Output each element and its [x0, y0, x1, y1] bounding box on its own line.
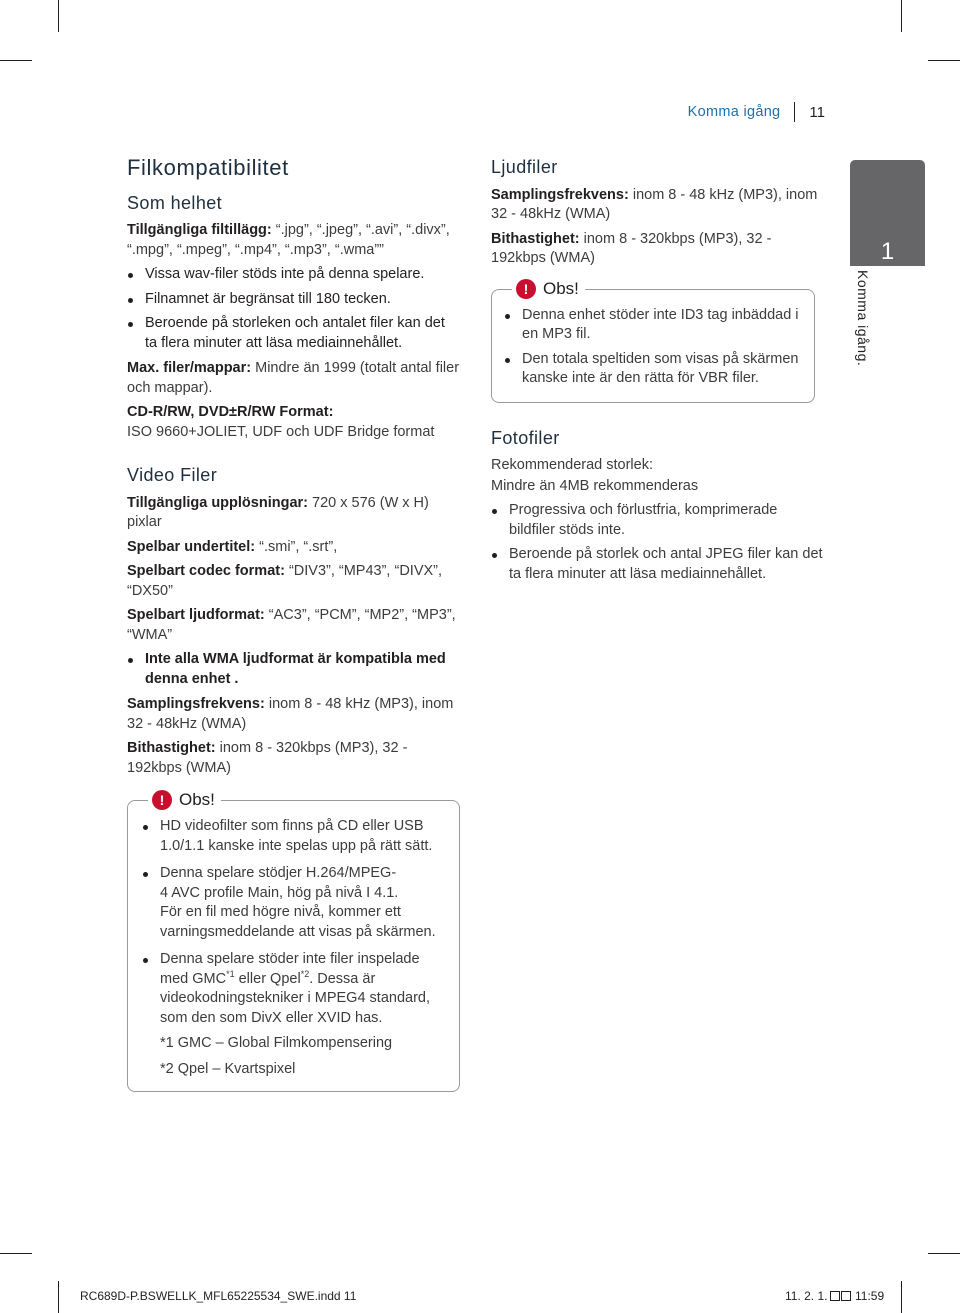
section-heading-video: Video Filer: [127, 465, 218, 485]
crop-mark: [58, 0, 59, 32]
photo-list: [491, 501, 824, 584]
footnote: *1 GMC – Global Filmkompensering: [160, 1035, 393, 1051]
chapter-number: 1: [880, 238, 895, 265]
list-item: HD videofilter som finns på CD eller USB 1.0/1.1 kanske inte spelas upp på rätt sätt.: [142, 817, 449, 856]
crop-mark: [928, 60, 960, 61]
box-icon: [841, 1291, 851, 1301]
running-header: [660, 102, 825, 122]
overall-list: [127, 265, 460, 353]
video-list: [127, 650, 460, 689]
header-divider: [794, 102, 795, 122]
list-item: Filnamnet är begränsat till 180 tecken.: [127, 290, 460, 310]
video-bitrate: Bithastighet: inom 8 - 320kbps (MP3), 32 - 192kbps (WMA): [127, 740, 408, 776]
list-item: Denna spelare stödjer H.264/MPEG- 4 AVC profile Main, hög på nivå I 4.1. För en fil med högre nivå, kommer ett varningsmeddelande att visas på skärmen.: [142, 864, 449, 942]
note-title: Obs!: [543, 278, 579, 298]
crop-mark: [901, 1281, 902, 1313]
list-item: Den totala speltiden som visas på skärmen kanske inte är den rätta för VBR filer.: [504, 350, 804, 389]
video-note-box: [127, 790, 460, 1092]
footer-time: 11:59: [830, 1289, 884, 1303]
note-list: [504, 306, 804, 389]
note-list: [142, 817, 449, 1028]
right-column: [491, 158, 824, 590]
crop-mark: [0, 1253, 32, 1254]
audio-sample-rate: Samplingsfrekvens: inom 8 - 48 kHz (MP3), inom 32 - 48kHz (WMA): [491, 186, 818, 222]
list-item: Beroende på storlek och antal JPEG filer kan det ta flera minuter att läsa mediainnehållet.: [491, 545, 824, 584]
list-item: Inte alla WMA ljudformat är kompatibla med denna enhet .: [127, 650, 460, 689]
resolution: Tillgängliga upplösningar: 720 x 576 (W x H) pixlar: [127, 494, 429, 530]
header-section: Komma igång: [687, 104, 781, 120]
section-heading-audio: Ljudfiler: [491, 157, 558, 177]
crop-mark: [0, 60, 32, 61]
left-column: [127, 155, 460, 1092]
note-header: [512, 279, 585, 299]
photo-size-label: Rekommenderad storlek:: [491, 457, 653, 473]
audio-format: Spelbart ljudformat: “AC3”, “PCM”, “MP2”, “MP3”, “WMA”: [127, 607, 456, 643]
footer-date: 11. 2. 1.: [785, 1289, 828, 1303]
video-sample-rate: Samplingsfrekvens: inom 8 - 48 kHz (MP3), inom 32 - 48kHz (WMA): [127, 696, 454, 732]
page-title: Filkompatibilitet: [127, 155, 289, 180]
list-item: Denna enhet stöder inte ID3 tag inbäddad i en MP3 fil.: [504, 306, 804, 345]
subtitle-format: Spelbar undertitel: “.smi”, “.srt”,: [127, 538, 338, 555]
section-heading-overall: Som helhet: [127, 192, 223, 213]
audio-bitrate: Bithastighet: inom 8 - 320kbps (MP3), 32 - 192kbps (WMA): [491, 230, 772, 266]
section-heading-photo: Fotofiler: [491, 427, 560, 448]
audio-note-box: [491, 278, 815, 403]
warning-icon: !: [152, 790, 172, 810]
warning-icon: !: [516, 279, 536, 299]
crop-mark: [58, 1281, 59, 1313]
list-item: Vissa wav-filer stöds inte på denna spelare.: [127, 265, 460, 285]
list-item: Beroende på storleken och antalet filer kan det ta flera minuter att läsa mediainnehållet.: [127, 314, 460, 353]
max-files: Max. filer/mappar: Mindre än 1999 (totalt antal filer och mappar).: [127, 360, 460, 396]
box-icon: [830, 1291, 840, 1301]
page-number: 11: [809, 103, 825, 121]
photo-size-value: Mindre än 4MB rekommenderas: [491, 477, 699, 494]
codec-format: Spelbart codec format: “DIV3”, “MP43”, “DIVX”, “DX50”: [127, 563, 443, 599]
note-header: [148, 790, 221, 810]
list-item: Denna spelare stöder inte filer inspelade med GMC$^{*1}$ eller Qpel$^{*2}$. Dessa är videokodningstekniker i MPEG4 standard, som den som DivX eller XVID has.: [142, 950, 449, 1028]
chapter-label: Komma igång.: [855, 270, 871, 367]
crop-mark: [901, 0, 902, 32]
disc-format: CD-R/RW, DVD±R/RW Format:: [127, 404, 334, 420]
file-extensions: Tillgängliga filtillägg: “.jpg”, “.jpeg”, “.avi”, “.divx”, “.mpg”, “.mpeg”, “.mp4”, “.mp3”, “.wma””: [127, 222, 450, 258]
note-title: Obs!: [179, 790, 215, 810]
disc-format-value: ISO 9660+JOLIET, UDF och UDF Bridge format: [127, 423, 435, 440]
crop-mark: [928, 1253, 960, 1254]
list-item: Progressiva och förlustfria, komprimerade bildfiler stöds inte.: [491, 501, 824, 540]
footnote: *2 Qpel – Kvartspixel: [160, 1060, 296, 1077]
footer-file: RC689D-P.BSWELLK_MFL65225534_SWE.indd 11: [80, 1289, 357, 1303]
